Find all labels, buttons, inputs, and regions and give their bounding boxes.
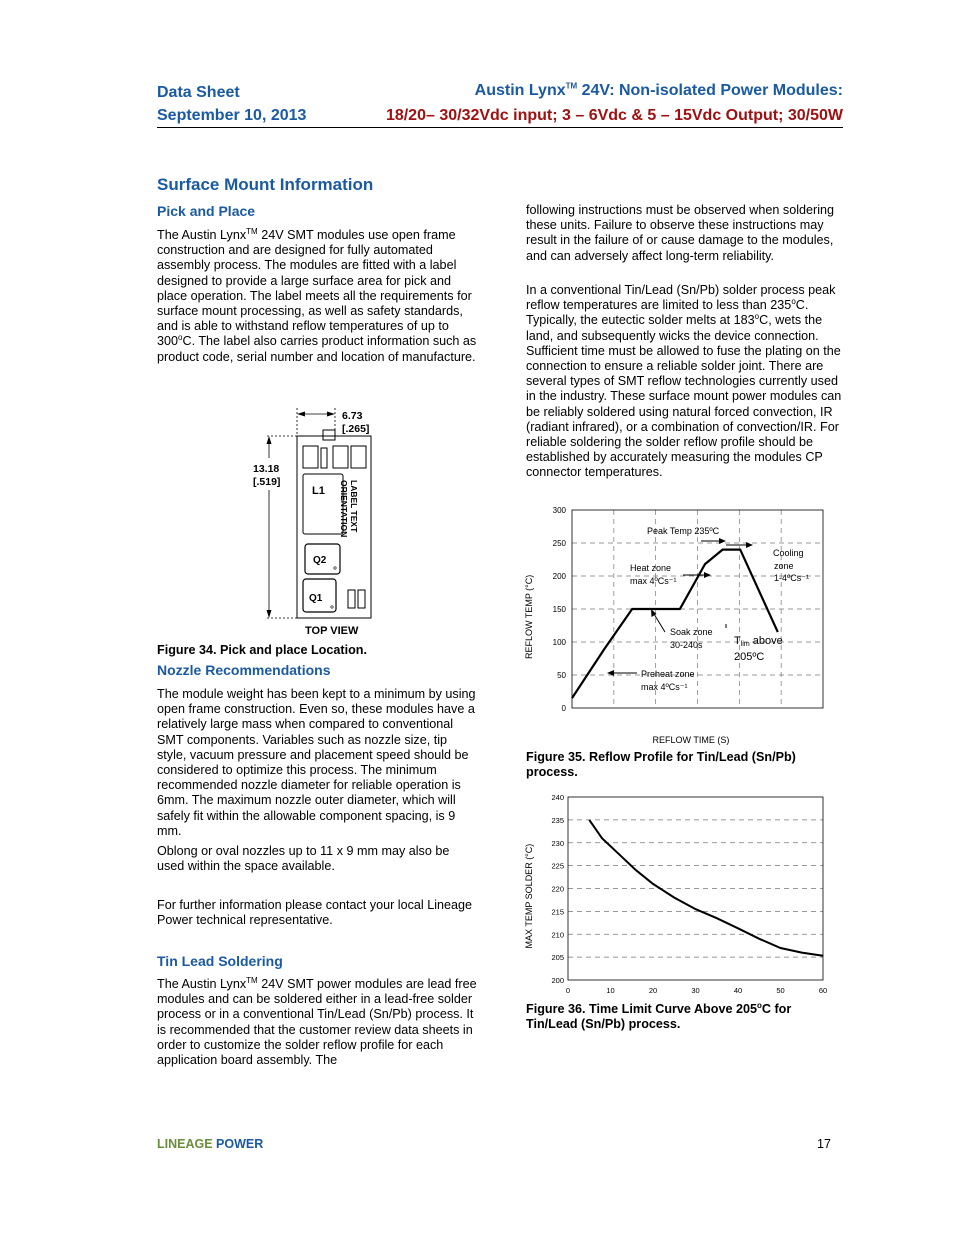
- footer-brand: LINEAGE POWER: [157, 1137, 264, 1151]
- time-limit-x-tick-label: 60: [818, 986, 828, 995]
- page-number: 17: [817, 1137, 831, 1151]
- reflow-y-axis-label: REFLOW TEMP (°C): [524, 574, 534, 659]
- tin-lead-title: Tin Lead Soldering: [157, 953, 283, 969]
- nozzle-title: Nozzle Recommendations: [157, 662, 331, 678]
- section-title: Surface Mount Information: [157, 175, 374, 194]
- dim-width: 6.73: [342, 410, 363, 422]
- fig36-caption: Figure 36. Time Limit Curve Above 205$^o$C for Tin/Lead (Sn/Pb) process.: [526, 1000, 792, 1031]
- dim-height: 13.18: [253, 463, 280, 475]
- reflow-profile-chart: [515, 500, 835, 750]
- ann-heat-rate: max 4ºCs⁻¹: [630, 576, 677, 586]
- reflow-x-axis-label: REFLOW TIME (S): [652, 735, 730, 745]
- header-doc-type: Data Sheet: [157, 84, 240, 101]
- reflow-y-tick-label: 50: [557, 671, 566, 680]
- ann-preheat-zone: Preheat zone: [641, 669, 695, 679]
- ann-heat-zone: Heat zone: [630, 563, 672, 573]
- time-limit-y-tick-label: 200: [551, 976, 564, 985]
- pick-place-title: Pick and Place: [157, 203, 256, 219]
- header-rule: [157, 127, 843, 128]
- label-orientation: ORIENTATION: [339, 480, 349, 538]
- fig35-caption: Figure 35. Reflow Profile for Tin/Lead (Sn/Pb) process.: [526, 750, 796, 779]
- dim-height-in: [.519]: [253, 476, 281, 488]
- time-limit-y-tick-label: 225: [551, 861, 564, 871]
- nozzle-paragraph-2: Oblong or oval nozzles up to 11 x 9 mm may also be used within the space available.: [157, 844, 450, 874]
- reflow-y-tick-label: 250: [552, 539, 566, 548]
- time-limit-x-tick-label: 20: [648, 986, 658, 995]
- time-limit-x-tick-label: 40: [733, 986, 743, 995]
- reflow-y-tick-label: 300: [552, 506, 566, 515]
- q1-label: Q1: [309, 593, 323, 604]
- pick-place-drawing: [245, 402, 405, 640]
- time-limit-y-tick-label: 235: [551, 815, 564, 825]
- q2-label: Q2: [313, 555, 327, 566]
- label-text: LABEL TEXT: [349, 480, 359, 533]
- time-limit-y-tick-label: 240: [551, 793, 564, 802]
- header-product-spec: 18/20– 30/32Vdc input; 3 – 6Vdc & 5 – 15Vdc Output; 30/50W: [385, 107, 843, 124]
- right-paragraph-1: following instructions must be observed when soldering these units. Failure to observe these instructions may result in the failure of or cause damage to the modules, and can adversely affect long-term reliability.: [526, 203, 835, 263]
- ann-preheat-rate: max 4ºCs⁻¹: [641, 682, 688, 692]
- ann-cooling: Cooling: [773, 548, 804, 558]
- reflow-y-tick-label: 200: [552, 572, 566, 581]
- time-limit-x-tick-label: 10: [606, 986, 615, 995]
- ann-soak-time: 30-240s: [670, 640, 703, 650]
- ann-tlim: Tlim above: [734, 635, 783, 648]
- time-limit-curve: [589, 820, 823, 956]
- reflow-y-tick-label: 0: [561, 704, 566, 713]
- ann-tlim-temp: 205ºC: [734, 651, 765, 663]
- time-limit-x-tick-label: 50: [776, 986, 785, 995]
- time-limit-y-tick-label: 220: [551, 884, 564, 894]
- reflow-y-tick-label: 150: [552, 605, 566, 614]
- ann-soak-zone: Soak zone: [670, 627, 713, 637]
- header-product-title: Austin Lynx™ 24V: Non-isolated Power Modules:: [474, 81, 843, 99]
- time-limit-y-tick-label: 210: [551, 930, 564, 940]
- time-limit-x-tick-label: 30: [691, 986, 700, 995]
- nozzle-paragraph-1: The module weight has been kept to a minimum by using open frame construction. Even so, these modules have a relatively large mass when compared to conventional SMT components. Variables such as nozzle size, tip style, vacuum pressure and placement speed should be considered to optimize this process. The minimum recommended nozzle diameter for reliable operation is 6mm. The maximum nozzle outer diameter, which will safely fit within the allowable component spacing, is 9 mm.: [157, 687, 476, 838]
- time-limit-x-tick-label: 0: [565, 986, 571, 995]
- top-view-label: TOP VIEW: [305, 625, 359, 637]
- reflow-y-tick-label: 100: [552, 638, 566, 647]
- time-limit-y-tick-label: 215: [551, 907, 564, 917]
- tin-lead-paragraph: The Austin Lynx™ 24V SMT power modules are lead free modules and can be soldered either in a lead-free solder process or in a conventional Tin/Lead (Sn/Pb) process. It is recommended that the customer review data sheets in order to customize the solder reflow profile for each application board assembly. The: [157, 975, 477, 1068]
- ann-peak-temp: Peak Temp 235ºC: [647, 526, 720, 536]
- nozzle-paragraph-3: For further information please contact your local Lineage Power technical representative.: [157, 898, 473, 928]
- header-date: September 10, 2013: [157, 107, 307, 124]
- pick-place-paragraph: The Austin Lynx™ 24V SMT modules use open frame construction and are designed for fully automated assembly process. The modules are fitted with a label designed to provide a large surface area for pick and place operation. The label meets all the requirements for surface mount processing, as well as safety standards, and is able to withstand reflow temperatures of up to 300$^o$C. The label also carries product information such as product code, serial number and location of manufacture.: [157, 226, 477, 364]
- time-limit-y-axis-label: MAX TEMP SOLDER (°C): [524, 843, 534, 949]
- time-limit-y-tick-label: 230: [551, 838, 564, 848]
- time-limit-chart: [515, 787, 835, 1002]
- dim-width-in: [.265]: [342, 423, 370, 435]
- fig34-caption: Figure 34. Pick and place Location.: [157, 643, 367, 657]
- l1-label: L1: [312, 485, 325, 497]
- time-limit-y-tick-label: 205: [551, 953, 564, 963]
- ann-cooling-rate: 1-4ºCs⁻¹: [774, 573, 810, 583]
- ann-cooling-zone: zone: [774, 561, 794, 571]
- right-paragraph-2: In a conventional Tin/Lead (Sn/Pb) solder process peak reflow temperatures are limited to less than 235$^o$C. Typically, the eutectic solder melts at 183$^o$C, wets the land, and subsequently wicks the device connection. Sufficient time must be allowed to fuse the plating on the connection to ensure a reliable solder joint. There are several types of SMT reflow technologies currently used in the industry. These surface mount power modules can be reliably soldered using natural forced convection, IR (radiant infrared), or a combination of convection/IR. For reliable soldering the solder reflow profile should be established by accurately measuring the modules CP connector temperatures.: [526, 283, 842, 480]
